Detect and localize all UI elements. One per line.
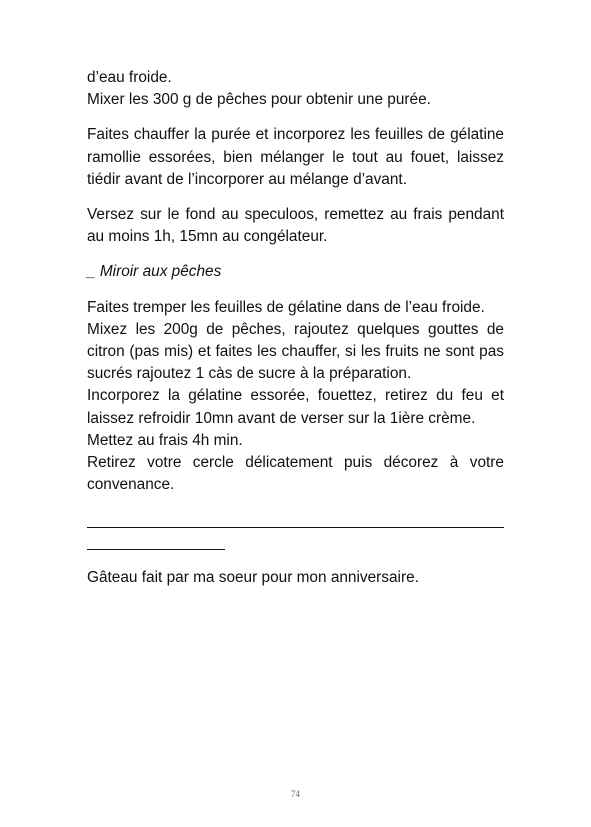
text-line: Mixer les 300 g de pêches pour obtenir une purée. [87, 91, 431, 109]
page-number: 74 [291, 789, 300, 799]
separator-line [87, 509, 504, 531]
text-line: d’eau froide. [87, 69, 172, 86]
paragraph-miroir-steps [87, 297, 504, 497]
closing-note: Gâteau fait par ma soeur pour mon anniversaire. [87, 568, 419, 586]
section-heading-miroir: _ Miroir aux pêches [87, 263, 222, 281]
separator-rule [87, 509, 504, 553]
page-content [87, 67, 504, 602]
paragraph-mixing [87, 67, 504, 111]
text-line: Faites tremper les feuilles de gélatine dans de l’eau froide. [87, 298, 485, 316]
paragraph-heating: Faites chauffer la purée et incorporez les feuilles de gélatine ramollie essorées, bien mélanger le tout au fouet, laissez tiédir avant de l’incorporer au mélange d’avant. [87, 126, 504, 188]
text-line: Mixez les 200g de pêches, rajoutez quelques gouttes de citron (pas mis) et faites les chauffer, si les fruits ne sont pas sucrés rajoutez 1 càs de sucre à la préparation. [87, 320, 504, 383]
text-line: Mettez au frais 4h min. [87, 431, 243, 449]
text-line: Incorporez la gélatine essorée, fouettez, retirez du feu et laissez refroidir 10mn avant de verser sur la 1ière crème. [87, 387, 504, 427]
text-line: Retirez votre cercle délicatement puis décorez à votre convenance. [87, 454, 504, 494]
paragraph-speculoos: Versez sur le fond au speculoos, remettez au frais pendant au moins 1h, 15mn au congélateur. [87, 206, 504, 246]
separator-line [87, 532, 225, 554]
